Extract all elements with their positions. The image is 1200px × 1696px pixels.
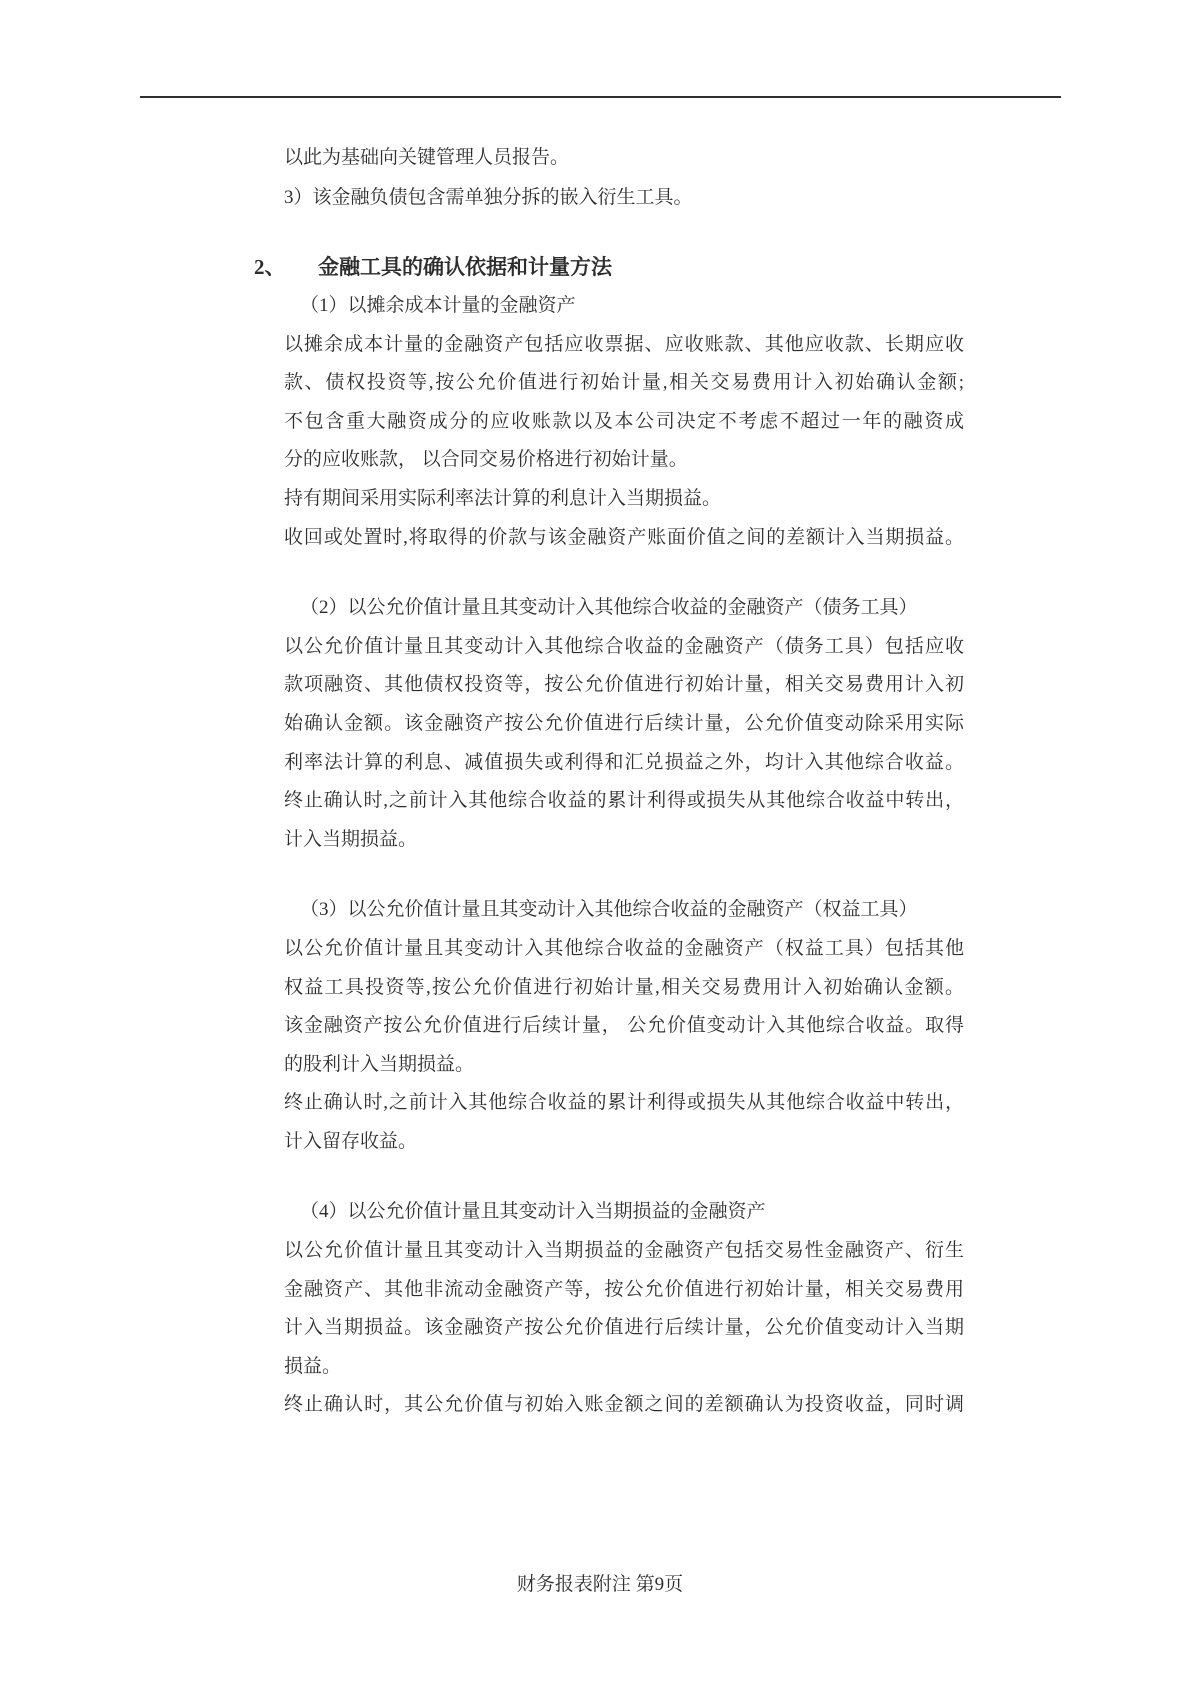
paragraph-line: 以公允价值计量且其变动计入当期损益的金融资产包括交易性金融资产、衍生 bbox=[284, 1240, 964, 1262]
paragraph-line: 以公允价值计量且其变动计入其他综合收益的金融资产（权益工具）包括其他 bbox=[284, 937, 964, 959]
paragraph-line: 损益。 bbox=[284, 1355, 342, 1377]
paragraph-line: 不包含重大融资成分的应收账款以及本公司决定不考虑不超过一年的融资成 bbox=[284, 410, 964, 432]
paragraph-line: 终止确认时，其公允价值与初始入账金额之间的差额确认为投资收益，同时调 bbox=[284, 1394, 964, 1416]
page-footer: 财务报表附注 第9页 bbox=[516, 1574, 684, 1595]
subsection-4 bbox=[284, 1193, 964, 1425]
subsection-2 bbox=[284, 589, 964, 859]
paragraph-line: 利率法计算的利息、减值损失或利得和汇兑损益之外，均计入其他综合收益。 bbox=[284, 751, 964, 773]
document-body bbox=[254, 138, 964, 1425]
paragraph-line: 始确认金额。该金融资产按公允价值进行后续计量，公允价值变动除采用实际 bbox=[284, 712, 964, 734]
paragraph-line: 金融资产、其他非流动金融资产等，按公允价值进行初始计量，相关交易费用 bbox=[284, 1278, 964, 1300]
header-divider-line bbox=[140, 96, 1061, 98]
paragraph-line: 终止确认时,之前计入其他综合收益的累计利得或损失从其他综合收益中转出， bbox=[284, 790, 964, 812]
paragraph-line: 以此为基础向关键管理人员报告。 bbox=[284, 147, 570, 168]
section-heading bbox=[254, 247, 964, 287]
paragraph-line: 以公允价值计量且其变动计入其他综合收益的金融资产（债务工具）包括应收 bbox=[284, 635, 964, 657]
section-number: 2、 bbox=[254, 255, 286, 279]
paragraph-line: 计入当期损益。该金融资产按公允价值进行后续计量，公允价值变动计入当期 bbox=[284, 1317, 964, 1339]
paragraph-line: 分的应收账款， 以合同交易价格进行初始计量。 bbox=[284, 449, 688, 471]
subsection-title: （1）以摊余成本计量的金融资产 bbox=[300, 295, 576, 316]
subsection-1 bbox=[284, 287, 964, 557]
section-title: 金融工具的确认依据和计量方法 bbox=[318, 255, 612, 279]
subsection-3 bbox=[284, 891, 964, 1161]
paragraph-line: 收回或处置时,将取得的价款与该金融资产账面价值之间的差额计入当期损益。 bbox=[284, 526, 964, 548]
paragraph-line: 该金融资产按公允价值进行后续计量， 公允价值变动计入其他综合收益。取得 bbox=[284, 1015, 964, 1037]
paragraph-line: 款项融资、其他债权投资等，按公允价值进行初始计量，相关交易费用计入初 bbox=[284, 674, 964, 696]
paragraph-line: 以摊余成本计量的金融资产包括应收票据、应收账款、其他应收款、长期应收 bbox=[284, 333, 964, 355]
paragraph-line: 的股利计入当期损益。 bbox=[284, 1053, 475, 1075]
paragraph-line: 持有期间采用实际利率法计算的利息计入当期损益。 bbox=[284, 487, 722, 509]
subsection-title: （4）以公允价值计量且其变动计入当期损益的金融资产 bbox=[300, 1201, 766, 1223]
paragraph-line: 3）该金融负债包含需单独分拆的嵌入衍生工具。 bbox=[284, 187, 693, 208]
paragraph-line: 权益工具投资等,按公允价值进行初始计量,相关交易费用计入初始确认金额。 bbox=[284, 976, 964, 998]
paragraph-line: 计入留存收益。 bbox=[284, 1130, 418, 1152]
paragraph-line: 款、债权投资等,按公允价值进行初始计量,相关交易费用计入初始确认金额; bbox=[284, 372, 964, 394]
paragraph-line: 计入当期损益。 bbox=[284, 828, 418, 850]
subsection-title: （3）以公允价值计量且其变动计入其他综合收益的金融资产（权益工具） bbox=[300, 899, 918, 921]
subsection-title: （2）以公允价值计量且其变动计入其他综合收益的金融资产（债务工具） bbox=[300, 597, 918, 619]
paragraph-line: 终止确认时,之前计入其他综合收益的累计利得或损失从其他综合收益中转出， bbox=[284, 1092, 964, 1114]
